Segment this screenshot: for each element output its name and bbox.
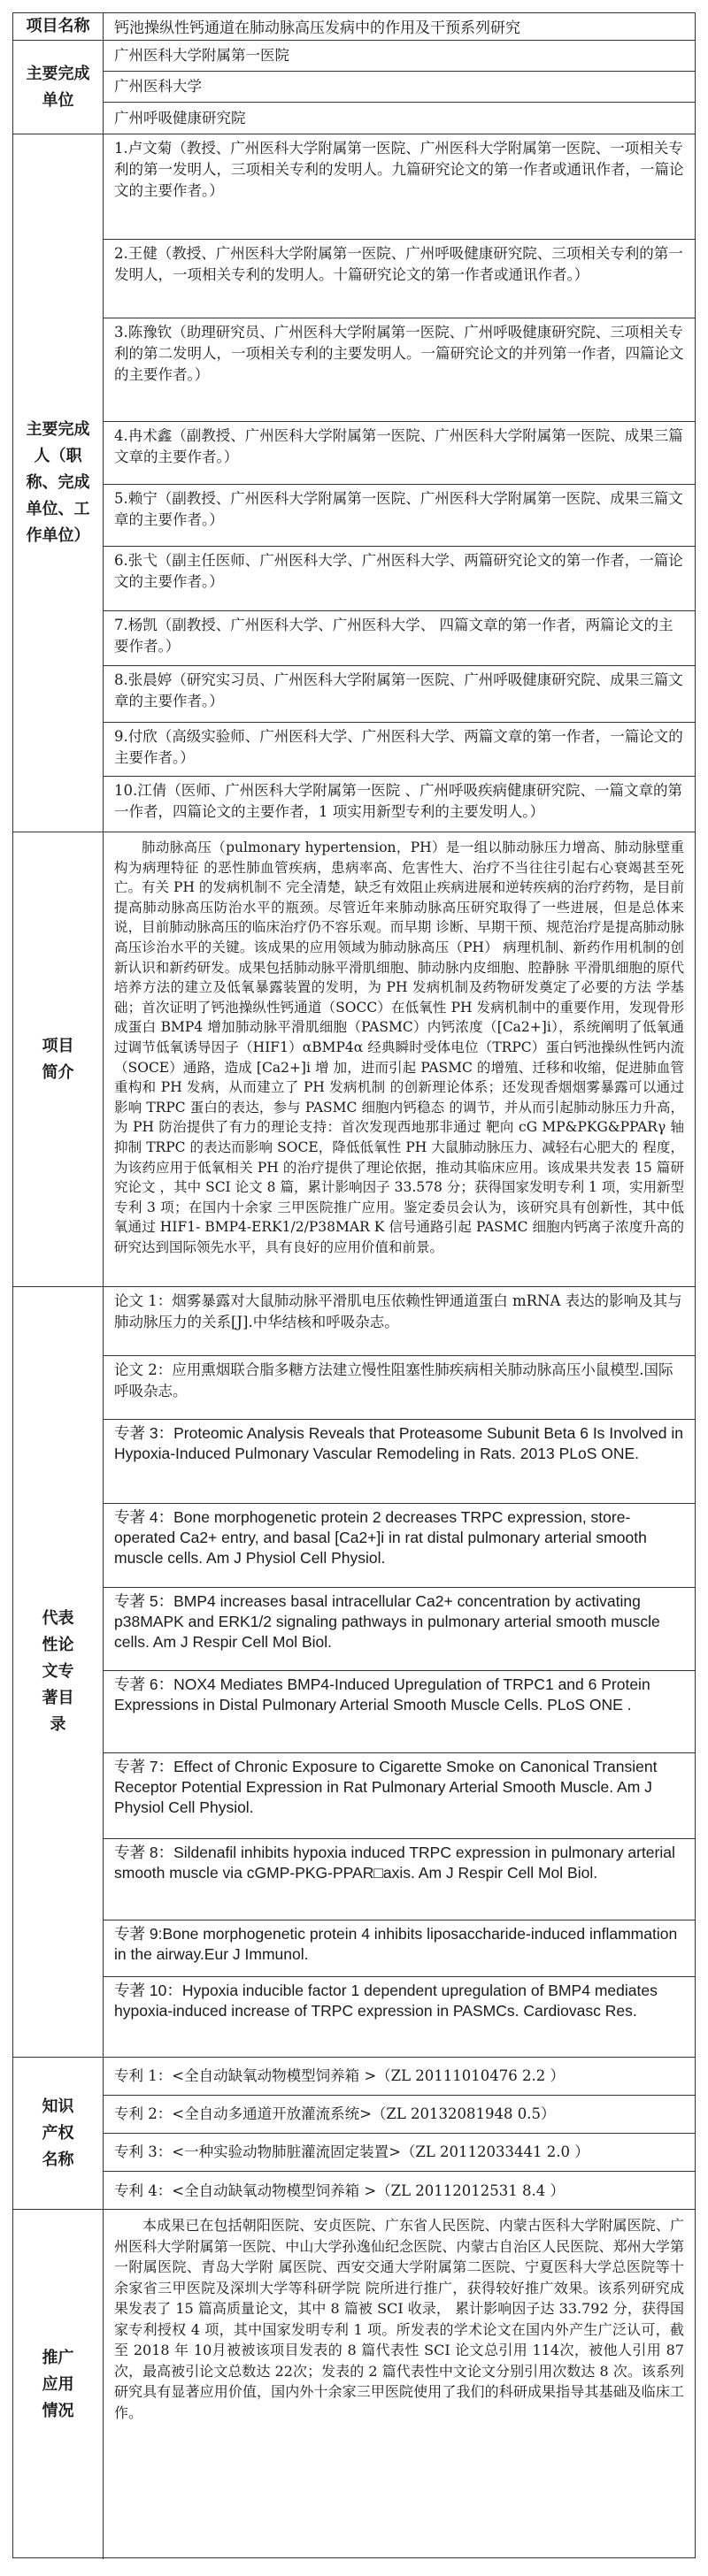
person-item: 1.卢文菊（教授、广州医科大学附属第一医院、广州医科大学附属第一医院、一项相关专利的第一发明人，三项相关专利的发明人。九篇研究论文的第一作者或通讯作者，一篇论文的主要作者。） — [104, 134, 695, 240]
summary-row — [13, 832, 695, 1287]
patent-item: 专利 1：<全自动缺氧动物模型饲养箱 >（ZL 20111010476 2.2 ） — [104, 2058, 695, 2096]
project-name-label: 项目名称 — [13, 13, 104, 40]
summary-label: 项目简介 — [13, 832, 104, 1286]
promotion-label: 推广应用情况 — [13, 2210, 104, 2559]
units-row — [13, 41, 695, 134]
project-name-row — [13, 13, 695, 41]
patent-item: 专利 3：<一种实验动物肺脏灌流固定装置>（ZL 20112033441 2.0 ） — [104, 2134, 695, 2172]
project-form-table — [12, 12, 696, 2558]
paper-item: 专著 6：NOX4 Mediates BMP4-Induced Upregulation of TRPC1 and 6 Protein Expressions in Distal Pulmonary Arterial Smooth Muscle Cells. PLoS ONE . — [104, 1671, 695, 1753]
paper-item: 论文 2：应用熏烟联合脂多糖方法建立慢性阻塞性肺疾病相关肺动脉高压小鼠模型.国际呼吸杂志。 — [104, 1356, 695, 1420]
people-label: 主要完成人（职称、完成单位、工作单位） — [13, 134, 104, 832]
paper-item: 专著 4：Bone morphogenetic protein 2 decreases TRPC expression, store-operated Ca2+ entry, and basal [Ca2+]i in rat distal pulmonary arterial smooth muscle cells. Am J Physiol Cell Physiol. — [104, 1504, 695, 1588]
person-item: 9.付欣（高级实验师、广州医科大学、广州医科大学、两篇文章的第一作者，一篇论文的主要作者。） — [104, 723, 695, 777]
paper-item: 专著 5：BMP4 increases basal intracellular Ca2+ concentration by activating p38MAPK and ERK1/2 signaling pathways in pulmonary arterial smooth muscle cells. Am J Respir Cell Mol Biol. — [104, 1588, 695, 1671]
unit-item: 广州呼吸健康研究院 — [114, 110, 246, 126]
person-item: 6.张弋（副主任医师、广州医科大学、广州医科大学、两篇研究论文的第一作者，一篇论文的主要作者。） — [104, 547, 695, 611]
person-item: 7.杨凯（副教授、广州医科大学、广州医科大学、 四篇文章的第一作者，两篇论文的主要作者。） — [104, 611, 695, 666]
summary-text: 肺动脉高压（pulmonary hypertension，PH）是一组以肺动脉压力增高、肺动脉壁重构为病理特征 的恶性肺血管疾病，患病率高、危害性大、治疗不当往往引起右心衰竭甚至死亡。有关 PH 的发病机制不 完全清楚，缺乏有效阻止疾病进展和逆转疾病的治疗药物，是目前提高肺动脉高压防治水平的瓶颈。尽管近年来肺动脉高压研究取得了一些进展，但是总体来说，目前肺动脉高压的临床治疗仍不容乐观。而早期 诊断、早期干预、规范治疗是提高肺动脉高压诊治水平的关键。该成果的应用领域为肺动脉高压（PH） 病理机制、新药作用机制的创新认识和新药研发。成果包括肺动脉平滑肌细胞、肺动脉内皮细胞、腔静脉 平滑肌细胞的原代培养方法的建立及低氧暴露装置的发明，为 PH 发病机制及药物研发奠定了必要的方法 学基础；首次证明了钙池操纵性钙通道（SOCC）在低氧性 PH 发病机制中的重要作用，发现骨形成蛋白 BMP4 增加肺动脉平滑肌细胞（PASMC）内钙浓度（[Ca2+]i），系统阐明了低氧通过调节低氧诱导因子（HIF1）αBMP4α 经典瞬时受体电位（TRPC）蛋白钙池操纵性钙内流（SOCE）通路，造成 [Ca2+]i 增 加，进而引起 PASMC 的增殖、迁移和收缩，促进肺血管重构和 PH 发病，从而建立了 PH 发病机制 的创新理论体系；还发现香烟烟雾暴露可以通过影响 TRPC 蛋白的表达，参与 PASMC 细胞内钙稳态 的调节，并从而引起肺动脉压力升高，为 PH 防治提供了有力的理论支持：首次发现西地那非通过 靶向 cG MP&PKG&PPARγ 轴抑制 TRPC 的表达而影响 SOCE，降低低氧性 PH 大鼠肺动脉压力、减轻右心肥大的 程度，为该药应用于低氧相关 PH 的治疗提供了理论依据，推动其临床应用。该成果共发表 15 篇研究论文 ，其中 SCI 论文 8 篇，累计影响因子 33.578 分；获得国家发明专利 1 项，实用新型专利 3 项；在国内十余家 三甲医院推广应用。鉴定委员会认为，该研究具有创新性，其中低氧通过 HIF1- BMP4-ERK1/2/P38MAR K 信号通路引起 PASMC 细胞内钙离子浓度升高的研究达到国际领先水平，具有良好的应用价值和前景。 — [114, 840, 684, 1255]
person-item: 5.赖宁（副教授、广州医科大学附属第一医院、广州医科大学附属第一医院、成果三篇文章的主要作者。） — [104, 485, 695, 547]
promotion-text: 本成果已在包括朝阳医院、安贞医院、广东省人民医院、内蒙古医科大学附属医院、广州医科大学附属第一医院、中山大学孙逸仙纪念医院、内蒙古自治区人民医院、郑州大学第一附属医院、青岛大学附 属医院、西安交通大学附属第二医院、宁夏医科大学总医院等十余家省三甲医院及深圳大学等科研学院 院所进行推广，获得较好推广效果。该系列研究成果发表了 15 篇高质量论文，其中 8 篇被 SCI 收录， 累计影响因子达 33.792 分，获得国家专利授权 4 项，其中国家发明专利 1 项。所发表的学术论文在国内外产生广泛认可，截至 2018 年 10月被被该项目发表的 8 篇代表性 SCI 论文总引用 114次，被他人引用 87次，最高被引论文总数达 22次；发表的 2 篇代表性中文论文分别引用次数达 8 次。该系列研究具有显著应用价值，国内外十余家三甲医院使用了我们的科研成果指导其基础及临床工作。 — [114, 2217, 684, 2421]
patent-item: 专利 4：<全自动缺氧动物模型饲养箱 >（ZL 20112012531 8.4 ） — [114, 2181, 566, 2199]
paper-item: 专著 9:Bone morphogenetic protein 4 inhibits liposaccharide-induced inflammation in the airway.Eur J Immunol. — [104, 1920, 695, 1977]
people-row — [13, 134, 695, 832]
patent-item: 专利 2：<全自动多通道开放灌流系统>（ZL 20132081948 0.5） — [104, 2096, 695, 2134]
papers-row — [13, 1287, 695, 2058]
paper-item: 论文 1：烟雾暴露对大鼠肺动脉平滑肌电压依赖性钾通道蛋白 mRNA 表达的影响及其与肺动脉压力的关系[J].中华结核和呼吸杂志。 — [104, 1287, 695, 1356]
project-name-value: 钙池操纵性钙通道在肺动脉高压发病中的作用及干预系列研究 — [114, 19, 520, 37]
person-item: 3.陈豫钦（助理研究员、广州医科大学附属第一医院、广州呼吸健康研究院、三项相关专利的第二发明人，一项相关专利的主要发明人。一篇研究论文的并列第一作者，四篇论文的主要作者。） — [104, 318, 695, 422]
unit-item: 广州医科大学附属第一医院 — [104, 41, 695, 72]
promotion-row — [13, 2210, 695, 2559]
person-item: 2.王健（教授、广州医科大学附属第一医院、广州呼吸健康研究院、三项相关专利的第一发明人，一项相关专利的发明人。十篇研究论文的第一作者或通讯作者。） — [104, 240, 695, 318]
person-item: 4.冉术鑫（副教授、广州医科大学附属第一医院、广州医科大学附属第一医院、成果三篇文章的主要作者。） — [104, 422, 695, 485]
papers-label: 代表性论文专著目录 — [13, 1287, 104, 2057]
person-item: 8.张晨婷（研究实习员、广州医科大学附属第一医院、广州呼吸健康研究院、成果三篇文章的主要作者。） — [104, 666, 695, 723]
unit-item: 广州医科大学 — [104, 72, 695, 103]
paper-item: 专著 8：Sildenafil inhibits hypoxia induced TRPC expression in pulmonary arterial smooth muscle via cGMP-PKG-PPAR□axis. Am J Respir Cell Mol Biol. — [104, 1839, 695, 1920]
units-label: 主要完成单位 — [13, 41, 104, 134]
paper-item: 专著 7：Effect of Chronic Exposure to Cigarette Smoke on Canonical Transient Receptor Potential Expression in Rat Pulmonary Arterial Smooth Muscle. Am J Physiol Cell Physiol. — [104, 1753, 695, 1839]
paper-item: 专著 3：Proteomic Analysis Reveals that Proteasome Subunit Beta 6 Is Involved in Hypoxia-Induced Pulmonary Vascular Remodeling in Rats. 2013 PLoS ONE. — [104, 1420, 695, 1504]
patents-label: 知识产权名称 — [13, 2058, 104, 2209]
paper-item: 专著 10：Hypoxia inducible factor 1 dependent upregulation of BMP4 mediates hypoxia-induced increase of TRPC expression in PASMCs. Cardiovasc Res. — [114, 1982, 658, 2020]
patents-row — [13, 2058, 695, 2210]
person-item: 10.江倩（医师、广州医科大学附属第一医院 、广州呼吸疾病健康研究院、一篇文章的第一作者，四篇论文的主要作者，1 项实用新型专利的主要发明人。） — [114, 782, 682, 820]
